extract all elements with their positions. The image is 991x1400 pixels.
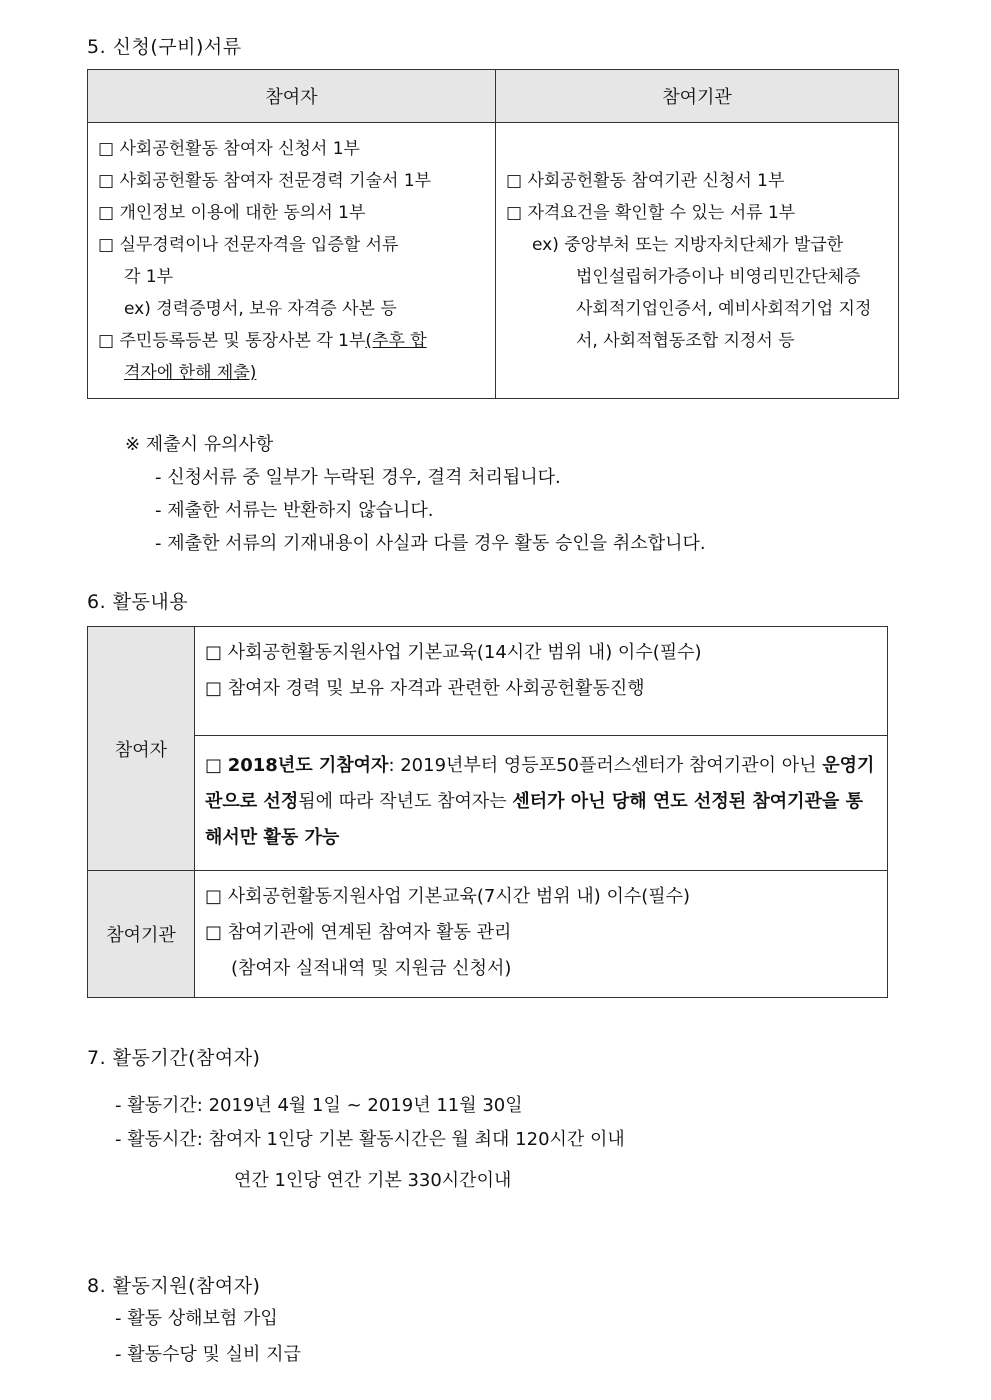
period-value: 2019년 4월 1일 ~ 2019년 11월 30일: [208, 1095, 523, 1116]
note-item: - 제출한 서류의 기재내용이 사실과 다를 경우 활동 승인을 취소합니다.: [155, 533, 706, 554]
section8-heading: 8. 활동지원(참여자): [87, 1275, 261, 1297]
participant-documents-cell: [88, 123, 496, 399]
list-item: □ 참여기관에 연계된 참여자 활동 관리: [205, 922, 512, 943]
row-label-institution: 참여기관: [88, 871, 195, 998]
bold-text: 운영기관으로 선정: [205, 755, 875, 812]
submission-notes: [125, 428, 706, 560]
note-item: - 제출한 서류는 반환하지 않습니다.: [155, 500, 434, 521]
support-item: - 활동 상해보험 가입: [115, 1308, 278, 1329]
annual-hours: 연간 1인당 연간 기본 330시간이내: [234, 1170, 512, 1191]
list-item: □ 참여자 경력 및 보유 자격과 관련한 사회공헌활동진행: [205, 678, 645, 699]
section6-heading: 6. 활동내용: [87, 591, 189, 613]
col-header-participant: 참여자: [88, 70, 496, 123]
list-item: □ 사회공헌활동 참여자 신청서 1부: [98, 139, 360, 159]
list-item: □ 자격요건을 확인할 수 있는 서류 1부: [506, 203, 796, 223]
previous-participant-note: [205, 748, 879, 856]
row-label-participant: 참여자: [88, 627, 195, 871]
list-item-text: □ 주민등록등본 및 통장사본 각 1부: [98, 331, 366, 351]
hours-value: 참여자 1인당 기본 활동시간은 월 최대 120시간 이내: [208, 1129, 625, 1150]
section5-heading: 5. 신청(구비)서류: [87, 36, 242, 58]
list-item-continuation: (참여자 실적내역 및 지원금 신청서): [231, 958, 512, 979]
required-documents-table: [87, 69, 899, 399]
note-text: : 2019년부터 영등포50플러스센터가 참여기관이 아닌: [388, 755, 823, 776]
underlined-note-continuation: 격자에 한해 제출): [124, 363, 257, 383]
list-item-example: ex) 경력증명서, 보유 자격증 사본 등: [124, 299, 397, 319]
activity-content-table: [87, 626, 888, 998]
section7-heading: 7. 활동기간(참여자): [87, 1047, 261, 1069]
notes-title: ※ 제출시 유의사항: [125, 434, 274, 455]
list-item: □ 사회공헌활동지원사업 기본교육(14시간 범위 내) 이수(필수): [205, 642, 702, 663]
support-item: - 활동수당 및 실비 지급: [115, 1344, 301, 1365]
checkbox-glyph: □: [205, 755, 228, 776]
underlined-note: (추후 합: [365, 331, 427, 351]
bold-text: 2018년도 기참여자: [227, 755, 389, 776]
list-item-continuation: 법인설립허가증이나 비영리민간단체증: [576, 267, 861, 287]
list-item-example: ex) 중앙부처 또는 지방자치단체가 발급한: [532, 235, 844, 255]
hours-label: - 활동시간:: [115, 1129, 209, 1150]
activity-period: [115, 1090, 523, 1122]
col-header-institution: 참여기관: [496, 70, 899, 123]
period-label: - 활동기간:: [115, 1095, 209, 1116]
list-item-continuation: 사회적기업인증서, 예비사회적기업 지정: [576, 299, 872, 319]
list-item: □ 사회공헌활동 참여자 전문경력 기술서 1부: [98, 171, 432, 191]
list-item: [98, 325, 495, 357]
list-item-continuation: 각 1부: [124, 267, 174, 287]
list-item: □ 사회공헌활동지원사업 기본교육(7시간 범위 내) 이수(필수): [205, 886, 691, 907]
participant-activity-cell: [195, 627, 888, 736]
list-item: □ 사회공헌활동 참여기관 신청서 1부: [506, 171, 785, 191]
previous-participant-note-cell: [195, 736, 888, 871]
bold-text: 센터가 아닌 당해 연도 선정된 참여기관을 통해서만 활동 가능: [205, 791, 863, 848]
institution-activity-cell: [195, 871, 888, 998]
list-item: □ 개인정보 이용에 대한 동의서 1부: [98, 203, 366, 223]
note-text: 됨에 따라 작년도 참여자는: [298, 791, 513, 812]
list-item-continuation: 서, 사회적협동조합 지정서 등: [576, 331, 795, 351]
activity-hours: [115, 1124, 625, 1156]
list-item: □ 실무경력이나 전문자격을 입증할 서류: [98, 235, 399, 255]
institution-documents-cell: [496, 123, 899, 399]
note-item: - 신청서류 중 일부가 누락된 경우, 결격 처리됩니다.: [155, 467, 561, 488]
